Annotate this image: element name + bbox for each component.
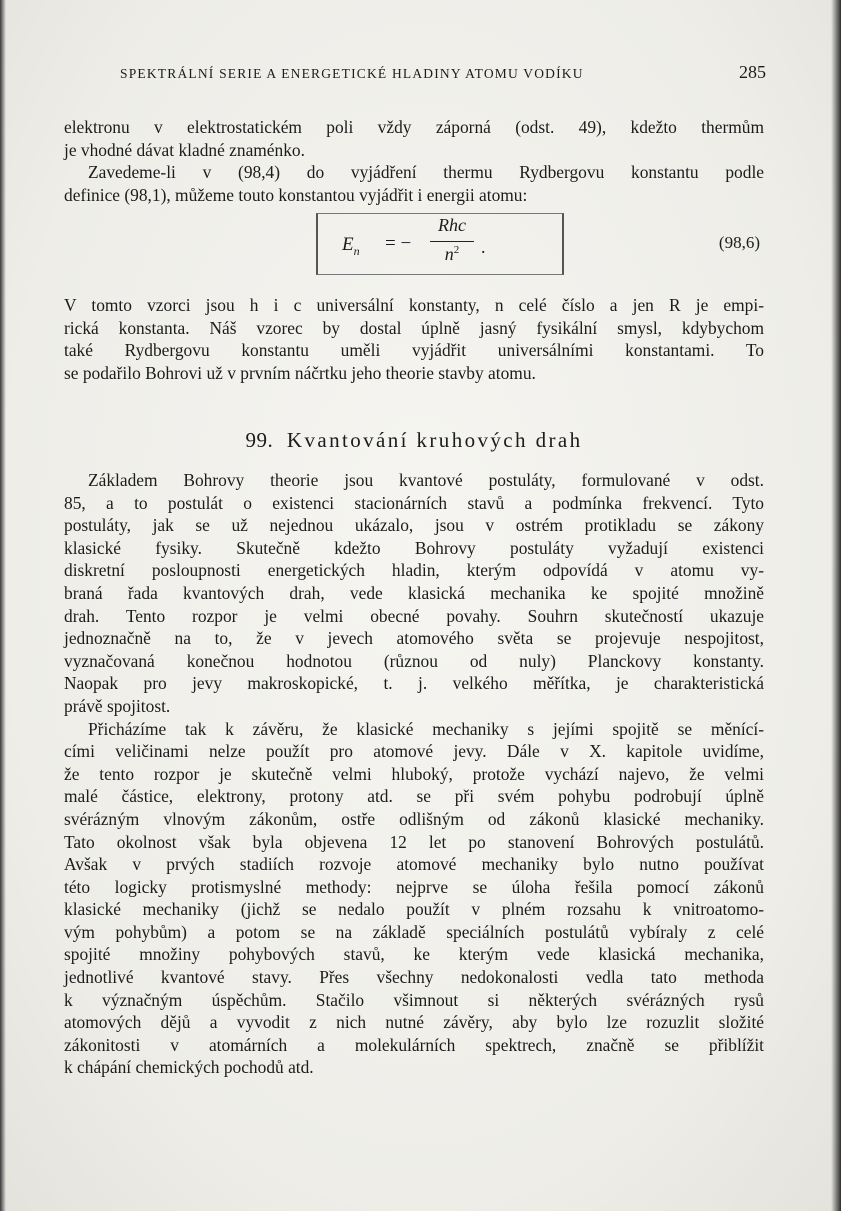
- paragraph-block-2: [64, 294, 764, 384]
- text-line: V tomto vzorci jsou h i c universální konstanty, n celé číslo a jen R je empi-: [64, 295, 764, 315]
- text-line: k význačným úspěchům. Stačilo všimnout si některých svérázných rysů: [64, 989, 764, 1010]
- text-line: jednoznačně na to, že v jevech atomového světa se projevuje nespojitost,: [64, 628, 764, 649]
- text-line: že tento rozpor je skutečně velmi hluboký, protože vychází najevo, že velmi: [64, 763, 764, 784]
- text-line: rická konstanta. Náš vzorec by dostal úplně jasný fysikální smysl, kdybychom: [64, 317, 764, 338]
- text-line: právě spojitost.: [64, 695, 171, 716]
- text-line: vyznačovaná konečnou hodnotou (různou od nuly) Planckovy konstanty.: [64, 650, 764, 671]
- text-line: Tato okolnost však byla objevena 12 let po stanovení Bohrových postulátů.: [64, 831, 764, 852]
- text-line: Přicházíme tak k závěru, že klasické mechaniky s jejími spojitě se měnící-: [88, 718, 764, 739]
- equation-number: (98,6): [718, 233, 760, 252]
- section-title: Kvantování kruhových drah: [286, 428, 583, 452]
- running-head: SPEKTRÁLNÍ SERIE A ENERGETICKÉ HLADINY ATOMU VODÍKU: [120, 66, 584, 81]
- page-edge-shadow-left: [0, 0, 6, 1211]
- paragraph-block-1: [64, 116, 764, 206]
- equation-numerator: Rhc: [438, 215, 466, 235]
- text-line: atomových dějů a vyvodit z nich nutné závěry, aby bylo lze rozuzlit složité: [64, 1012, 764, 1033]
- equation-98-6: [64, 211, 764, 273]
- text-line: drah. Tento rozpor je velmi obecné povahy. Souhrn skutečností ukazuje: [64, 605, 764, 626]
- section-heading: [64, 428, 764, 453]
- fraction-bar: [430, 241, 474, 242]
- page-header: [120, 62, 766, 86]
- equation-fraction: [430, 215, 474, 265]
- text-line: malé částice, elektrony, protony atd. se při svém pohybu podrobují úplně: [64, 786, 764, 807]
- text-line: spojité množiny pohybových stavů, ke kterým vede klasická mechanika,: [64, 944, 764, 965]
- paragraph-block-3: [64, 469, 764, 1079]
- equation-period: .: [481, 237, 486, 257]
- text-line: je vhodné dávat kladné znaménko.: [64, 139, 305, 160]
- equation-lhs-subscript: n: [353, 243, 360, 258]
- text-line: Zavedeme-li v (98,4) do vyjádření thermu Rydbergovu konstantu podle: [88, 162, 764, 183]
- text-line: této logicky protismyslné methody: nejprve se úloha řešila pomocí zákonů: [64, 876, 764, 897]
- text-line: k chápání chemických pochodů atd.: [64, 1057, 314, 1078]
- equation-denominator: $n^2$: [444, 244, 460, 264]
- text-line: vým pohybům) a potom se na základě speciálních postulátů vybíraly z celé: [64, 921, 764, 942]
- section-number: 99.: [245, 428, 274, 452]
- text-line: braná řada kvantových drah, vede klasická mechanika ke spojité množině: [64, 582, 764, 603]
- text-line: Avšak v prvých stadiích rozvoje atomové mechaniky bylo nutno používat: [64, 854, 764, 875]
- text-line: Základem Bohrovy theorie jsou kvantové postuláty, formulované v odst.: [88, 470, 764, 490]
- text-line: zákonitosti v atomárních a molekulárních spektrech, značně se přiblížit: [64, 1034, 764, 1055]
- text-line: diskretní posloupnosti energetických hladin, kterým odpovídá v atomu vy-: [64, 560, 764, 581]
- text-line: klasické fysiky. Skutečně kdežto Bohrovy postuláty vyžadují existenci: [64, 537, 764, 558]
- text-line: cími veličinami nelze použít pro atomové jevy. Dále v X. kapitole uvidíme,: [64, 741, 764, 762]
- page-edge-shadow-right: [831, 0, 841, 1211]
- text-line: postuláty, jak se už nejednou ukázalo, jsou v ostrém protikladu se zákony: [64, 515, 764, 536]
- text-line: klasické mechaniky (jichž se nedalo použít v plném rozsahu k vnitroatomo-: [64, 899, 764, 920]
- text-line: se podařilo Bohrovi už v prvním náčrtku jeho theorie stavby atomu.: [64, 362, 536, 383]
- page-number: 285: [739, 62, 766, 82]
- text-line: definice (98,1), můžeme touto konstantou vyjádřit i energii atomu:: [64, 184, 528, 205]
- equation-lhs: $E_n$: [342, 234, 360, 258]
- text-line: jednotlivé kvantové stavy. Přes všechny nedokonalosti vedla tato methoda: [64, 967, 764, 988]
- equation-equals-minus: = −: [385, 233, 412, 254]
- text-line: svérázným vlnovým zákonům, ostře odlišným od zákonů klasické mechaniky.: [64, 808, 764, 829]
- equation-exponent: 2: [453, 244, 460, 256]
- text-line: také Rydbergovu konstantu uměli vyjádřit universálními konstantami. To: [64, 340, 764, 361]
- text-line: elektronu v elektrostatickém poli vždy záporná (odst. 49), kdežto thermům: [64, 117, 764, 137]
- text-line: 85, a to postulát o existenci stacionárních stavů a podmínka frekvencí. Tyto: [64, 492, 764, 513]
- text-line: Naopak pro jevy makroskopické, t. j. velkého měřítka, je charakteristická: [64, 673, 764, 694]
